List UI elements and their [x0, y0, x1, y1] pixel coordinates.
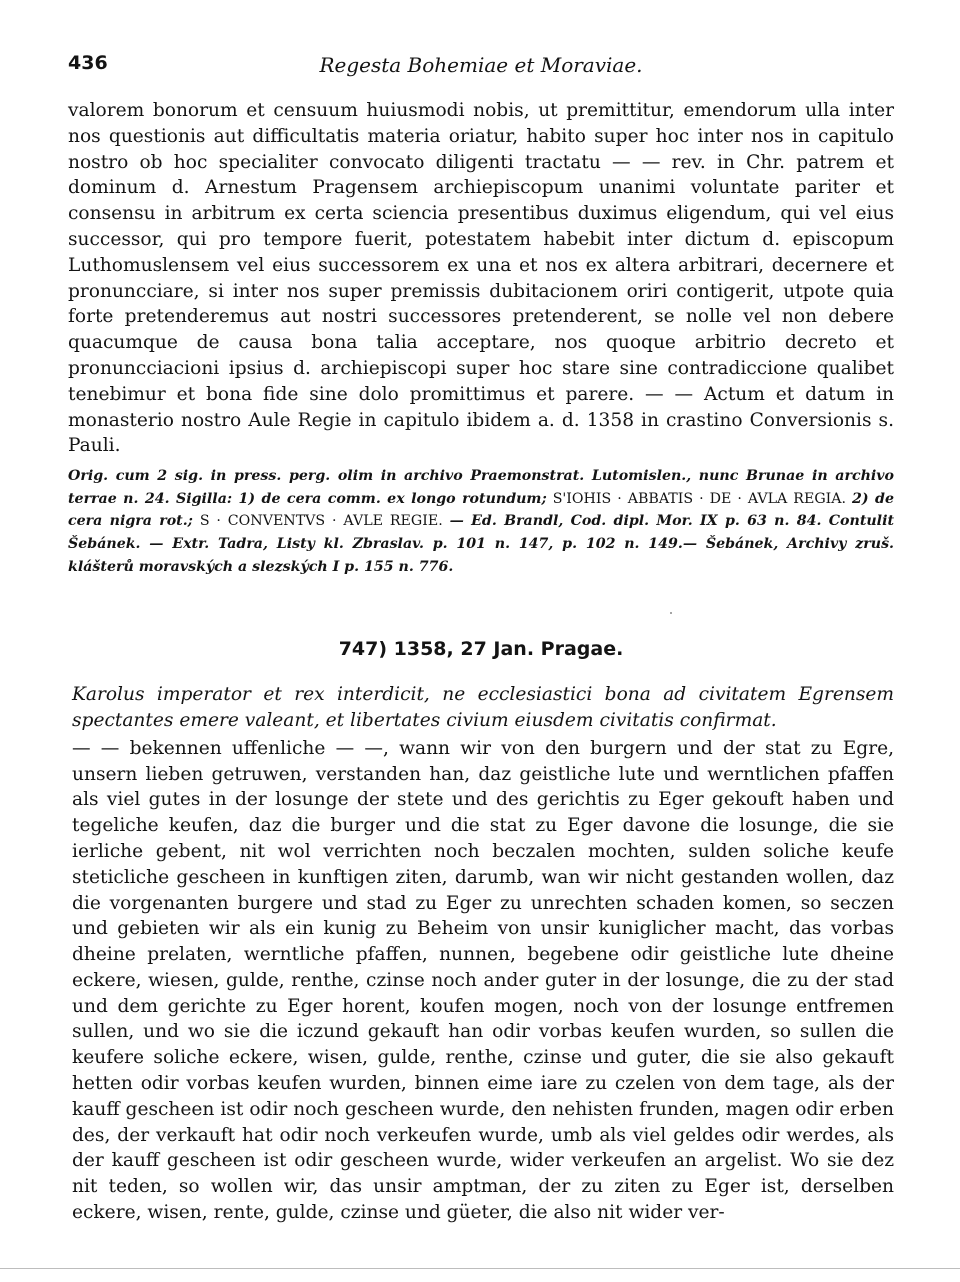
running-title: Regesta Bohemiae et Moraviae.	[319, 53, 643, 77]
print-speck	[670, 612, 672, 614]
note-part-1: Orig. cum 2 sig. in press. perg. olim in archivo Praemonstrat. Lutomislen., nunc Brunae in archivo terrae n. 24. Sigilla: 1) de cera comm. ex longo rotundum;	[68, 468, 894, 507]
seal-inscription-1: S'IOHIS · ABBATIS · DE · AVLA REGIA.	[552, 490, 847, 507]
running-head	[68, 52, 894, 86]
note-part-2: 2) de cera nigra rot.;	[68, 490, 894, 530]
page	[68, 52, 894, 1226]
regest-summary: Karolus imperator et rex interdicit, ne ecclesiastici bona ad civitatem Egrensem spectantes emere valeant, et libertates civium eiusdem civitatis confirmat.	[72, 684, 894, 731]
document-text: — — bekennen uffenliche — —, wann wir von den burgern und der stat zu Egre, unsern lieben getruwen, verstanden han, daz geistliche lute und werntlichen pfaffen als viel gutes in der losunge der stete und des gerichtis zu Eger gekouft haben und tegeliche keufen, daz die burger und die stat zu Eger davone die losunge, die sie ierliche gebent, nit wol verrichten noch beczalen mochten, sulden soliche keufe steticliche gescheen in kunftigen ziten, darumb, wan wir nicht gestanden wollen, daz die vorgenanten burgere und stad zu Eger zu unrechten schaden komen, so seczen und gebieten wir als ein kunig zu Beheim von unsir kuniglicher macht, das vorbas dheine prelaten, werntliche pfaffen, nunnen, begebene odir geistliche lute dheine eckere, wiesen, gulde, renthe, czinse noch ander guter in der losunge, die zu der stad und dem gerichte zu Eger horent, koufen mogen, noch von der losunge entfremen sullen, und wo sie die iczund gekauft han odir vorbas keufen wurden, so sullen die keufere soliche eckere, wisen, gulde, renthe, czinse und guter, die sie also gekauft hetten odir vorbas keufen wurden, binnen eime iare zu czelen von dem tage, als der kauff gescheen ist odir noch gescheen wurde, den nehisten frunden, magen odir erben des, der verkauft hat odir noch verkeufen wurde, umb als viel geldes odir werdes, als der kauff gescheen ist odir gescheen wurde, wider verkeufen an argelist. Wo sie dez nit teden, so wollen wir, das unsir amptman, der zu ziten zu Eger ist, derselben eckere, wisen, rente, gulde, czinse und güeter, die also nit wider ver-	[72, 737, 894, 1224]
document-heading: 747) 1358, 27 Jan. Pragae.	[338, 638, 624, 661]
page-number: 436	[68, 52, 108, 74]
source-note	[68, 465, 894, 578]
continuation-paragraph: valorem bonorum et censuum huiusmodi nobis, ut premittitur, emendorum ulla inter nos questionis aut difficultatis materia oriatur, habito super hoc inter nos in capitulo nostro ob hoc specialiter convocato diligenti tractatu — — rev. in Chr. patrem et dominum d. Arnestum Pragensem archiepiscopum unanimi voluntate pariter et consensu in arbitrum ex certa sciencia presentibus duximus eligendum, qui vel eius successor, qui pro tempore fuerit, potestatem habebit inter dictum d. episcopum Luthomuslensem vel eius successorem ex una et nos ex altera arbitrari, decernere et pronuncciare, si inter nos super premissis dubitacionem oriri contigerit, utpote quia forte pretenderemus aut nostri successores pretenderent, se nolle vel non debere quacumque de causa bona talia acceptare, nos quoque arbitrio decreto et pronuncciacioni ipsius d. archiepiscopi super hoc stare sine contradiccione qualibet tenebimur et bona fide sine dolo promittimus et parere. — — Actum et datum in monasterio nostro Aule Regie in capitulo ibidem a. d. 1358 in crastino Conversionis s. Pauli.	[68, 100, 894, 457]
note-part-3: — Ed. Brandl, Cod. dipl. Mor. IX p. 63 n. 84. Contulit Šebánek. — Extr. Tadra, Listy kl. Zbraslav. p. 101 n. 147, p. 102 n. 149.— Šebánek, Archivy zruš. klášterů moravských a slezských I p. 155 n. 776.	[68, 513, 895, 575]
scan-edge-line	[0, 1268, 960, 1269]
seal-inscription-2: S · CONVENTVS · AVLE REGIE.	[199, 513, 443, 530]
